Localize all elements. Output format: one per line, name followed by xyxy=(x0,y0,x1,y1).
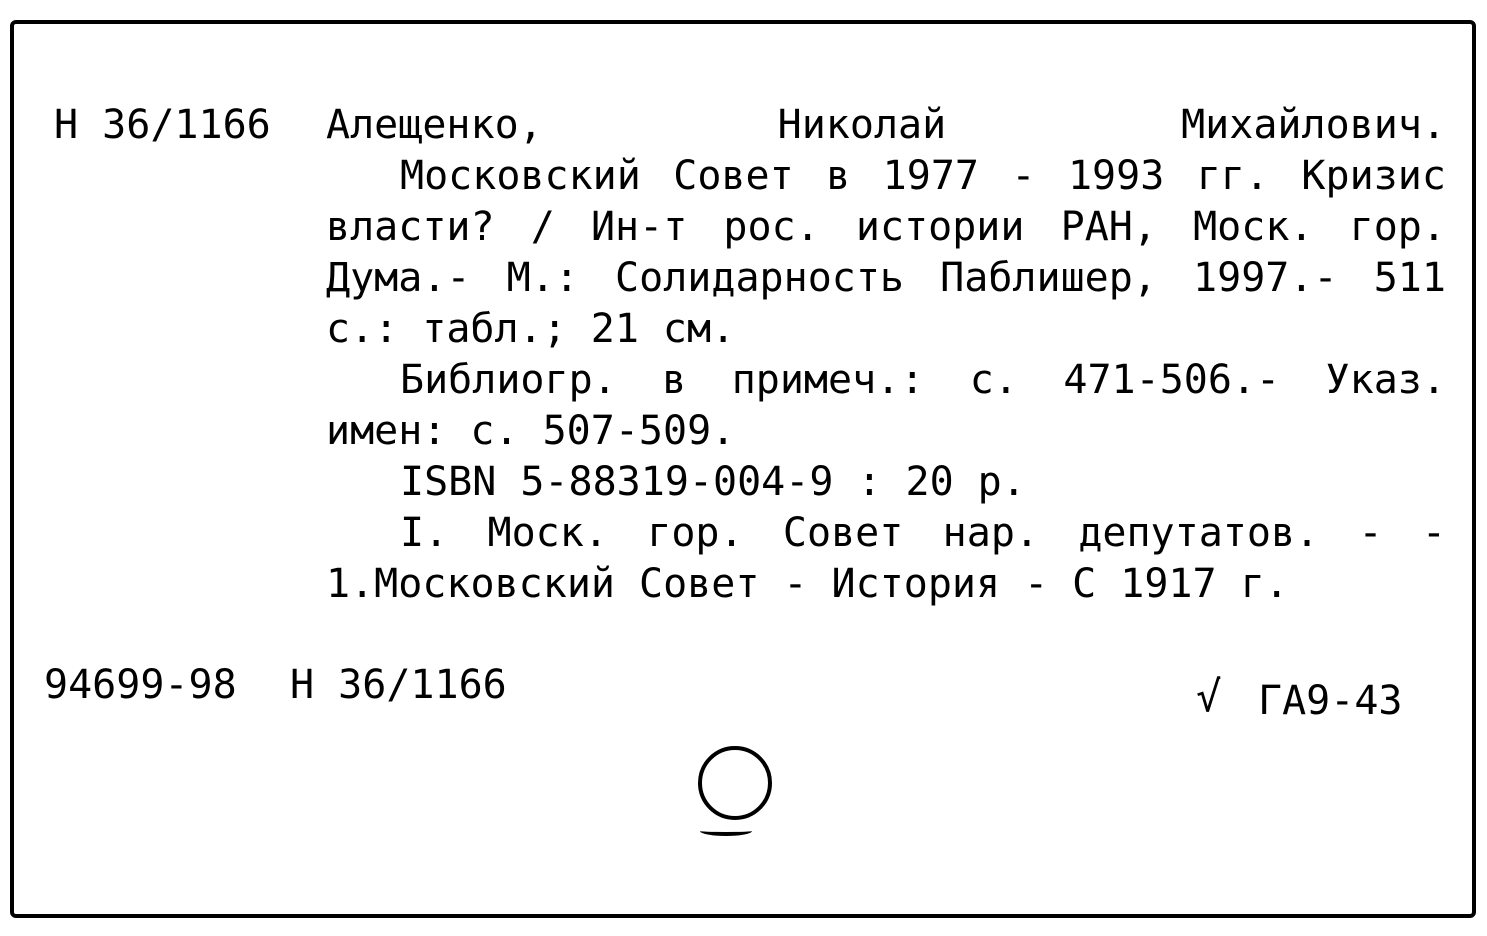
shelf-code: ГА9-43 xyxy=(1258,678,1403,724)
entry-word: 1977 xyxy=(882,153,979,199)
entry-line xyxy=(326,304,1446,355)
entry-word: имен: xyxy=(326,408,447,454)
entry-word: Дума.- xyxy=(326,255,471,301)
entry-word: 1917 xyxy=(1120,561,1217,607)
entry-word: Моск. xyxy=(1193,204,1314,250)
entry-word: в xyxy=(826,153,851,199)
entry-line xyxy=(326,457,1446,508)
entry-word: - xyxy=(1421,510,1446,556)
entry-word: Моск. xyxy=(487,510,608,556)
entry-word: в xyxy=(662,357,687,403)
entry-word: Николай xyxy=(777,102,947,148)
entry-word: Совет xyxy=(782,510,904,556)
entry-word: 21 xyxy=(590,306,639,352)
entry-word: 1997.- xyxy=(1193,255,1338,301)
entry-line xyxy=(326,100,1446,151)
entry-word: р. xyxy=(977,459,1026,505)
entry-word: ISBN xyxy=(400,459,497,505)
shelf-mark-top: Н 36/1166 xyxy=(54,102,271,148)
entry-word: 507-509. xyxy=(542,408,736,454)
entry-word: гор. xyxy=(1349,204,1446,250)
entry-word: Михайлович. xyxy=(1181,102,1446,148)
shelf-mark-bottom: Н 36/1166 xyxy=(290,662,507,708)
entry-word: с. xyxy=(470,408,519,454)
entry-line xyxy=(326,406,1446,457)
entry-word: гг. xyxy=(1196,153,1269,199)
entry-word: 1.Московский xyxy=(326,561,615,607)
entry-word: М.: xyxy=(506,255,579,301)
entry-line xyxy=(326,151,1446,202)
entry-word: Солидарность xyxy=(615,255,905,301)
entry-word: Библиогр. xyxy=(400,357,617,403)
entry-line xyxy=(326,253,1446,304)
punch-hole-icon xyxy=(698,746,772,820)
entry-word: - xyxy=(1024,561,1049,607)
entry-word: Московский xyxy=(400,153,641,199)
entry-word: Совет xyxy=(638,561,760,607)
entry-line xyxy=(326,559,1446,610)
punch-hole-mark xyxy=(700,826,752,836)
entry-word: : xyxy=(857,459,882,505)
entry-line xyxy=(326,202,1446,253)
entry-word: Кризис xyxy=(1301,153,1446,199)
entry-word: рос. xyxy=(723,204,820,250)
inventory-number: 94699-98 xyxy=(44,662,237,708)
entry-word: - xyxy=(783,561,808,607)
entry-word: гор. xyxy=(647,510,744,556)
entry-word: 1993 xyxy=(1067,153,1165,199)
check-mark-icon: √ xyxy=(1196,672,1222,721)
bibliographic-entry xyxy=(326,100,1446,610)
entry-word: РАН, xyxy=(1060,204,1157,250)
entry-word: 20 xyxy=(905,459,954,505)
entry-line xyxy=(326,508,1446,559)
entry-word: / xyxy=(530,204,555,250)
entry-word: Ин-т xyxy=(590,204,688,250)
entry-word: табл.; xyxy=(422,306,567,352)
entry-line xyxy=(326,355,1446,406)
entry-word: I. xyxy=(400,510,449,556)
entry-word: - xyxy=(1011,153,1036,199)
entry-word: нар. xyxy=(942,510,1039,556)
entry-word: примеч.: xyxy=(731,357,925,403)
entry-word: - xyxy=(1358,510,1383,556)
entry-word: власти? xyxy=(326,204,495,250)
entry-word: 511 xyxy=(1373,255,1446,301)
entry-word: депутатов. xyxy=(1078,510,1320,556)
entry-word: Паблишер, xyxy=(940,255,1157,301)
entry-word: с. xyxy=(969,357,1018,403)
entry-word: История xyxy=(831,561,1001,607)
entry-word: см. xyxy=(662,306,736,352)
entry-word: Указ. xyxy=(1325,357,1446,403)
entry-word: Алещенко, xyxy=(326,102,543,148)
entry-word: Совет xyxy=(673,153,794,199)
entry-word: г. xyxy=(1240,561,1289,607)
entry-word: с.: xyxy=(326,306,399,352)
entry-word: истории xyxy=(855,204,1025,250)
entry-word: 5-88319-004-9 xyxy=(520,459,834,505)
entry-word: 471-506.- xyxy=(1063,357,1281,403)
entry-word: С xyxy=(1072,561,1097,607)
